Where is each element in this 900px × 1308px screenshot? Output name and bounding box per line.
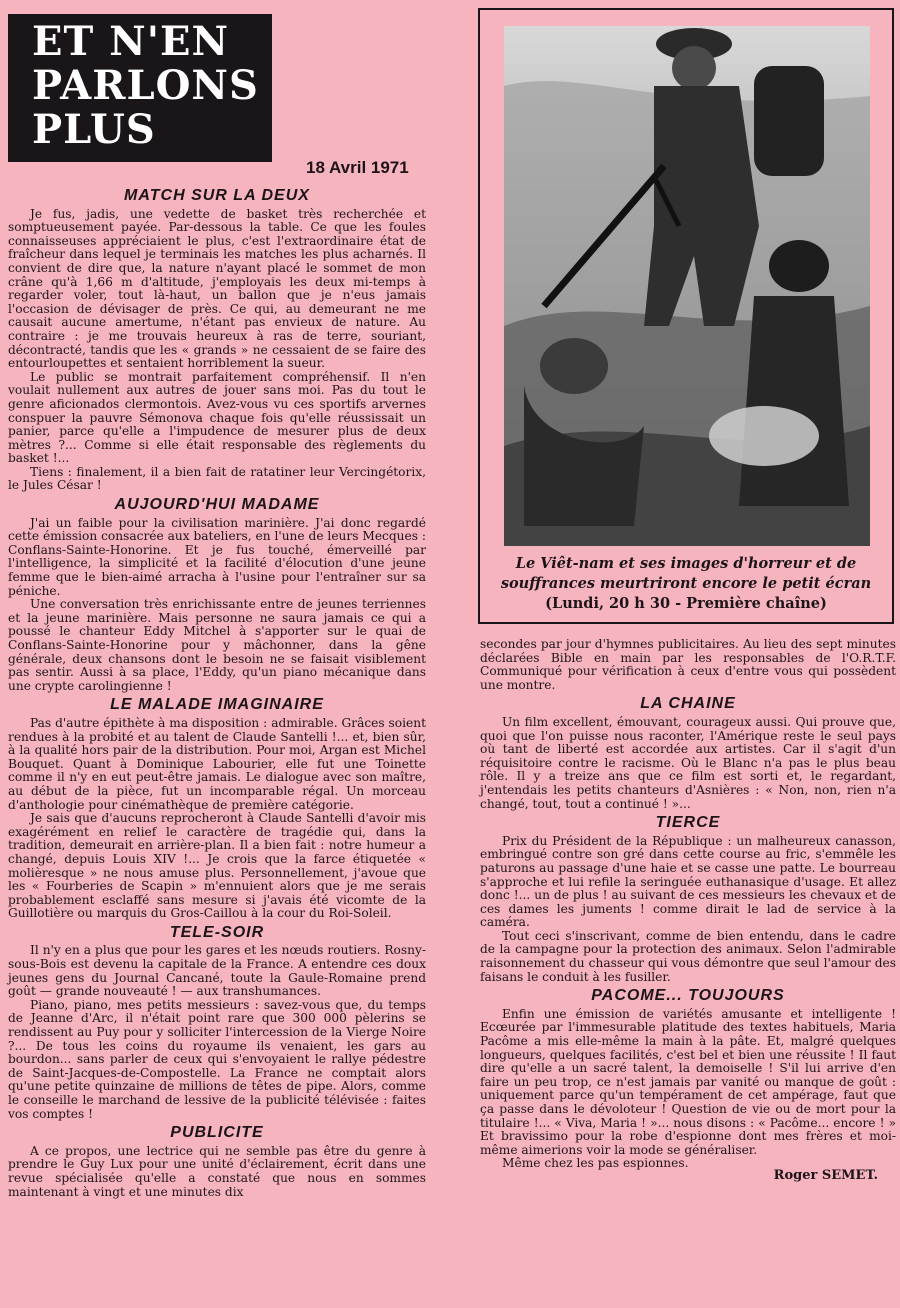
vietnam-soldier-photo xyxy=(504,26,870,546)
photo-caption xyxy=(490,554,882,614)
paragraph: Je sais que d'aucuns reprocheront à Claude Santelli d'avoir mis exagérément en relief le caractère de tragédie qui, dans la tradition, demeurait en arrière-plan. Il a bien fait : notre humeur a changé, depuis Louis XIV !... Je crois que la farce étiquetée « molièresque » ne nous amuse plus. Personnellement, j'avoue que les « Fourberies de Scapin » m'ennuient alors que je me serais probablement esclaffé sans mesure si j'avais été vicomte de la Guillotière ou marquis du Gros-Caillou à la cour du Roi-Soleil. xyxy=(8,811,426,921)
paragraph: Un film excellent, émouvant, courageux aussi. Qui prouve que, quoi que l'on puisse nous raconter, l'Amérique reste le seul pays où tant de liberté est accordée aux artistes. Car il s'agit d'un réquisitoire contre le racisme. Où le Blanc n'a pas le plus beau rôle. Il y a treize ans que ce film est sorti et, le regardant, j'entendais les petits chanteurs d'Asnières : « Non, non, rien n'a changé, tout, tout a continué ! »... xyxy=(480,714,896,811)
paragraph: Même chez les pas espionnes. xyxy=(502,1156,689,1171)
section-title-telesoir: TELE-SOIR xyxy=(169,923,265,941)
paragraph: Une conversation très enrichissante entre de jeunes terriennes et la jeune marinière. Mais personne ne saura jamais ce qui a poussé le chanteur Eddy Mitchel à s'apporter sur le quai de Conflans-Sainte-Honorine pour y mâchonner, dans la gêne générale, deux chansons dont le besoin ne se faisait visiblement pas sentir. Aussi à sa place, l'Eddy, qu'un piano mécanique dans une crypte carolingienne ! xyxy=(8,597,426,693)
photo-caption-text: Le Viêt-nam et ses images d'horreur et de souffrances meurtriront encore le petit écran xyxy=(500,555,872,592)
paragraph: Tiens : finalement, il a bien fait de ratatiner leur Vercingétorix, le Jules César ! xyxy=(8,464,426,493)
left-column xyxy=(8,184,426,1199)
paragraph: Prix du Président de la République : un malheureux canasson, embringué contre son gré dans cette course au fric, s'emmêle les paturons au passage d'une haie et se casse une patte. Le bourreau s'approche et lui refile la seringuée euthanasique d'usage. Et allez donc !... un de plus ! au suivant de ces messieurs les chevaux et de ces dames les juments ! comme dirait le lad de service à la caméra. xyxy=(480,833,896,930)
paragraph: Enfin une émission de variétés amusante et intelligente ! Ecœurée par l'immesurable platitude des textes habituels, Maria Pacôme a mis elle-même la main à la pâte. Et, malgré quelques longueurs, quelques facilités, c'est bel et bien une réussite ! Il faut dire qu'elle a un sacré talent, la demoiselle ! S'il lui arrive d'en faire un peu trop, ce n'est jamais par vanité ou manque de goût : uniquement parce qu'un tempérament de cet ampérage, faut que ça passe dans le dévoloteur ! Question de vie ou de mort pour la titulaire !... « Viva, Maria ! »... nous disons : « Pacôme... encore ! » Et bravissimo pour la robe d'espionne dont mes frères et moi-même aimerions voir la mode se généraliser. xyxy=(480,1006,896,1157)
section-title-chaine: LA CHAINE xyxy=(640,695,736,713)
section-title-malade: LE MALADE IMAGINAIRE xyxy=(110,696,324,714)
section-title-pacome: PACOME... TOUJOURS xyxy=(591,987,785,1005)
masthead-line: PARLONS xyxy=(32,62,259,109)
paragraph: Le public se montrait parfaitement compréhensif. Il n'en voulait nullement aux autres de jouer sans moi. Pas du tout le genre aficionados clermontois. Avez-vous vu ces sportifs arvernes conspuer la pauvre Sémonova chaque fois qu'elle réussissait un panier, parce qu'elle a l'impudence de mesurer plus de deux mètres ?... Comme si elle était responsable des règlements du basket !... xyxy=(8,369,426,466)
broadcast-schedule: (Lundi, 20 h 30 - Première chaîne) xyxy=(545,595,827,612)
section-title-tierce: TIERCE xyxy=(655,814,721,832)
masthead-line: PLUS xyxy=(32,106,156,153)
right-column xyxy=(480,638,896,1183)
author-signature: Roger SEMET. xyxy=(773,1167,878,1183)
masthead-line: ET N'EN xyxy=(32,18,230,65)
paragraph: Pas d'autre épithète à ma disposition : admirable. Grâces soient rendues à la probité et au talent de Claude Santelli !... et, bien sûr, à la qualité hors pair de la distribution. Pour moi, Argan est Michel Bouquet. Quant à Dominique Labourier, elle fut une Toinette comme il n'y en eut peut-être jamais. Le dialogue avec son maître, au début de la pièce, fut un incomparable régal. Un morceau d'anthologie pour cinémathèque de première catégorie. xyxy=(8,715,426,812)
paragraph: J'ai un faible pour la civilisation marinière. J'ai donc regardé cette émission consacrée aux bateliers, en l'une de leurs Mecques : Conflans-Sainte-Honorine. Et je fus touché, émerveillé par l'intelligence, la simplicité et la facilité d'élocution d'une jeune femme que le bien-aimé arracha à l'usine pour l'entraîner sur sa péniche. xyxy=(8,515,426,598)
section-title-match: MATCH SUR LA DEUX xyxy=(124,187,310,204)
paragraph: Il n'y en a plus que pour les gares et les nœuds routiers. Rosny-sous-Bois est devenu la capitale de la France. A entendre ces doux jeunes gens du Journal Cancané, toute la Gaule-Romaine prend goût — grande nouveauté ! — aux transhumances. xyxy=(8,943,426,999)
section-title-madame: AUJOURD'HUI MADAME xyxy=(114,496,320,514)
paragraph: Piano, piano, mes petits messieurs : savez-vous que, du temps de Jeanne d'Arc, il n'était point rare que 300 000 pèlerins se rendissent au Puy pour y solliciter l'intercession de la Vierge Noire ?... De tous les coins du royaume ils venaient, les gars au bourdon... sans parler de ceux qui s'envoyaient le rallye pédestre de Saint-Jacques-de-Compostelle. La France ne comptait alors qu'une petite quinzaine de millions de têtes de pipe. Alors, comme le conseille le marchand de lessive de la publicité télévisée : faites vos comptes ! xyxy=(8,997,426,1121)
paragraph: Tout ceci s'inscrivant, comme de bien entendu, dans le cadre de la campagne pour la protection des animaux. Selon l'admirable raisonnement du chasseur qui vous démontre que seul l'amour des faisans le conduit à les fusiller. xyxy=(480,928,896,984)
column-masthead xyxy=(8,14,272,162)
publication-date: 18 Avril 1971 xyxy=(306,158,409,177)
paragraph-continuation: secondes par jour d'hymnes publicitaires. Au lieu des sept minutes déclarées Bible en main par les responsables de l'O.R.T.F. Communiqué pour vérification à ceux d'entre vous qui possèdent une montre. xyxy=(480,637,896,692)
section-title-publicite: PUBLICITE xyxy=(170,1124,264,1142)
paragraph: A ce propos, une lectrice qui ne semble pas être du genre à prendre le Guy Lux pour une unité d'éclairement, écrit dans une revue spécialisée qu'elle a constaté que nous en sommes maintenant à vingt et une minutes dix xyxy=(8,1143,426,1199)
paragraph: Je fus, jadis, une vedette de basket très recherchée et somptueusement payée. Par-dessous la table. Ce que les foules connaisseuses appréciaient le plus, c'est l'extraordinaire état de fraîcheur dans lequel je terminais les matches les plus acharnés. Il convient de dire que, la nature n'ayant placé le sommet de mon crâne qu'à 1,66 m d'altitude, j'employais les deux mi-temps à regarder voler, tout là-haut, un ballon que je n'eus jamais l'occasion de dévisager de près. Ce qui, au demeurant ne me causait aucune amertume, n'étant pas envieux de nature. Au contraire : je me trouvais heureux à ras de terre, souriant, décontracté, tandis que les « grands » ne cessaient de se faire des entourloupettes et sentaient horriblement la sueur. xyxy=(8,206,426,371)
